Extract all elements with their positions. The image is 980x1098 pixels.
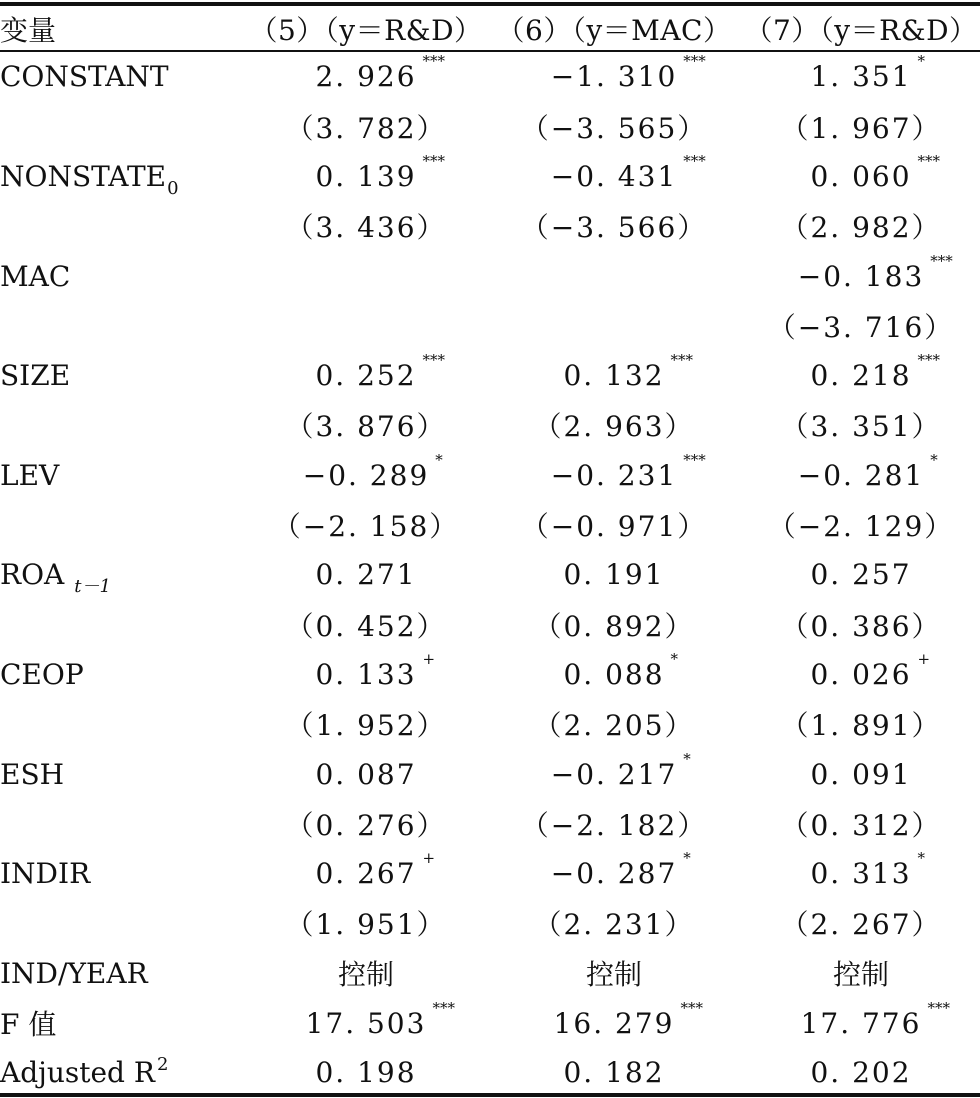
row-esh-coef <box>0 749 980 799</box>
row-label: CEOP <box>0 657 84 691</box>
significance-mark: * <box>670 649 679 668</box>
control-cell: 控制 <box>585 958 642 992</box>
coef-value: −0. 183 <box>797 259 925 293</box>
t-statistic: （3. 782） <box>285 111 447 145</box>
header-col-5: （5）（y＝R&D） <box>249 14 483 47</box>
coef-value: −0. 281 <box>797 458 925 492</box>
row-label: $NONSTATE_0$ <box>0 159 179 199</box>
significance-mark: + <box>422 649 436 668</box>
t-statistic: （0. 276） <box>285 808 447 842</box>
row-label: ROA $_{t-1}$ <box>0 558 111 598</box>
row-indir-coef <box>0 849 980 899</box>
t-statistic: （3. 351） <box>780 410 942 444</box>
coef-cell <box>742 550 980 600</box>
coef-value: 0. 132 <box>563 359 665 393</box>
row-ceop-coef <box>0 650 980 700</box>
coef-value: 0. 060 <box>810 159 912 193</box>
control-cell: 控制 <box>832 958 889 992</box>
regression-table <box>0 6 980 1098</box>
coef-cell <box>486 550 742 600</box>
coef-cell <box>246 52 486 102</box>
header-variable: 变量 <box>0 14 57 47</box>
row-esh-tstat <box>0 799 980 849</box>
coef-cell <box>486 52 742 102</box>
coef-value: 0. 087 <box>315 757 417 791</box>
t-statistic: （−3. 566） <box>520 211 708 245</box>
coef-value: 0. 191 <box>563 558 665 592</box>
coef-value: −0. 217 <box>550 757 678 791</box>
row-label: MAC <box>0 259 71 293</box>
r2-value: 0. 198 <box>315 1056 417 1090</box>
coef-cell <box>486 998 742 1048</box>
row-size-coef <box>0 351 980 401</box>
row-label: Adjusted R $^2$ <box>0 1054 169 1090</box>
significance-mark: * <box>930 450 938 469</box>
coef-cell <box>742 749 980 799</box>
coef-value: −0. 287 <box>550 857 678 891</box>
coef-value: 1. 351 <box>810 60 912 94</box>
significance-mark: *** <box>917 351 941 370</box>
coef-cell <box>246 849 486 899</box>
row-mac-coef <box>0 251 980 301</box>
significance-mark: *** <box>917 151 941 170</box>
coef-value: 0. 271 <box>315 558 417 592</box>
t-statistic: （1. 967） <box>780 111 942 145</box>
coef-cell <box>246 152 486 202</box>
t-statistic: （−3. 565） <box>520 111 708 145</box>
significance-mark: *** <box>422 52 446 71</box>
coef-cell <box>486 650 742 700</box>
t-statistic: （0. 452） <box>285 609 447 643</box>
significance-mark: * <box>683 749 691 768</box>
coef-cell <box>742 998 980 1048</box>
t-statistic: （3. 876） <box>285 410 447 444</box>
coef-value: 0. 218 <box>810 359 912 393</box>
t-statistic: （2. 963） <box>533 410 695 444</box>
row-lev-tstat <box>0 500 980 550</box>
coef-value: −1. 310 <box>550 60 678 94</box>
t-statistic: （0. 312） <box>780 808 942 842</box>
coef-cell <box>742 251 980 301</box>
significance-mark: + <box>917 649 931 668</box>
row-ceop-tstat <box>0 699 980 749</box>
coef-value: 0. 313 <box>810 857 912 891</box>
t-statistic: （2. 267） <box>780 908 942 942</box>
significance-mark: * <box>917 849 926 868</box>
t-statistic: （−0. 971） <box>520 510 708 544</box>
row-lev-coef <box>0 450 980 500</box>
t-statistic: （0. 386） <box>780 609 942 643</box>
significance-mark: + <box>422 849 436 868</box>
label-subscript: 0 <box>167 177 179 199</box>
row-nonstate-coef <box>0 152 980 202</box>
t-statistic: （2. 231） <box>533 908 695 942</box>
coef-cell <box>246 550 486 600</box>
coef-value: 0. 257 <box>810 558 912 592</box>
coef-cell <box>742 52 980 102</box>
t-statistic: （1. 891） <box>780 709 942 743</box>
t-statistic: （1. 952） <box>285 709 447 743</box>
significance-mark: *** <box>683 151 706 170</box>
coef-value: −0. 289 <box>302 458 430 492</box>
f-value: 17. 776 <box>800 1006 922 1040</box>
row-label: CONSTANT <box>0 60 169 94</box>
row-adjusted-r2 <box>0 1048 980 1098</box>
coef-cell <box>486 152 742 202</box>
coef-value: 0. 091 <box>810 757 912 791</box>
row-roa-coef <box>0 550 980 600</box>
coef-cell <box>742 152 980 202</box>
f-value: 17. 503 <box>305 1006 427 1040</box>
coef-cell <box>486 849 742 899</box>
label-superscript: 2 <box>156 1054 169 1076</box>
coef-value: 0. 252 <box>315 359 417 393</box>
coef-cell <box>246 998 486 1048</box>
coef-value: 0. 133 <box>315 657 417 691</box>
t-statistic: （0. 892） <box>533 609 695 643</box>
coef-value: 0. 026 <box>810 657 912 691</box>
significance-mark: *** <box>930 251 953 270</box>
bottom-rule <box>0 1093 980 1097</box>
coef-cell <box>246 749 486 799</box>
row-constant-coef <box>0 52 980 102</box>
row-size-tstat <box>0 401 980 451</box>
coef-cell <box>742 351 980 401</box>
row-indir-tstat <box>0 899 980 949</box>
coef-cell <box>742 650 980 700</box>
t-statistic: （2. 982） <box>780 211 942 245</box>
row-roa-tstat <box>0 600 980 650</box>
coef-value: 0. 267 <box>315 857 417 891</box>
significance-mark: *** <box>432 998 455 1017</box>
t-statistic: （−3. 716） <box>767 310 955 344</box>
coef-cell <box>246 650 486 700</box>
row-label: LEV <box>0 458 60 492</box>
significance-mark: * <box>917 52 926 71</box>
coef-cell <box>486 749 742 799</box>
coef-value: −0. 231 <box>550 458 678 492</box>
significance-mark: *** <box>422 351 446 370</box>
control-cell: 控制 <box>337 958 394 992</box>
significance-mark: *** <box>680 998 703 1017</box>
row-label: F 值 <box>0 1008 57 1042</box>
significance-mark: * <box>683 849 691 868</box>
label-subscript: t－1 <box>74 576 111 598</box>
row-label: SIZE <box>0 359 71 393</box>
coef-cell <box>486 351 742 401</box>
r2-value: 0. 182 <box>563 1056 665 1090</box>
coef-value: −0. 431 <box>550 159 678 193</box>
header-row <box>0 6 980 52</box>
header-col-7: （7）（y＝R&D） <box>744 14 978 47</box>
significance-mark: *** <box>683 52 706 71</box>
coef-cell <box>742 849 980 899</box>
row-nonstate-tstat <box>0 201 980 251</box>
t-statistic: （2. 205） <box>533 709 695 743</box>
row-label: ESH <box>0 757 65 791</box>
significance-mark: *** <box>683 450 706 469</box>
coef-cell <box>246 351 486 401</box>
t-statistic: （−2. 129） <box>767 510 955 544</box>
t-statistic: （3. 436） <box>285 211 447 245</box>
f-value: 16. 279 <box>553 1006 675 1040</box>
significance-mark: *** <box>670 351 694 370</box>
row-label: INDIR <box>0 857 91 891</box>
header-col-6: （6）（y＝MAC） <box>496 14 732 47</box>
significance-mark: *** <box>927 998 950 1017</box>
t-statistic: （−2. 158） <box>272 510 460 544</box>
significance-mark: * <box>435 450 443 469</box>
row-f-value <box>0 998 980 1048</box>
row-mac-tstat <box>0 301 980 351</box>
coef-value: 2. 926 <box>315 60 417 94</box>
coef-cell <box>486 450 742 500</box>
coef-cell <box>742 450 980 500</box>
t-statistic: （−2. 182） <box>520 808 708 842</box>
coef-cell <box>246 450 486 500</box>
coef-value: 0. 139 <box>315 159 417 193</box>
significance-mark: *** <box>422 151 446 170</box>
row-label: IND/YEAR <box>0 956 148 990</box>
row-constant-tstat <box>0 102 980 152</box>
r2-value: 0. 202 <box>810 1056 912 1090</box>
t-statistic: （1. 951） <box>285 908 447 942</box>
row-indyear <box>0 948 980 998</box>
coef-value: 0. 088 <box>563 657 665 691</box>
